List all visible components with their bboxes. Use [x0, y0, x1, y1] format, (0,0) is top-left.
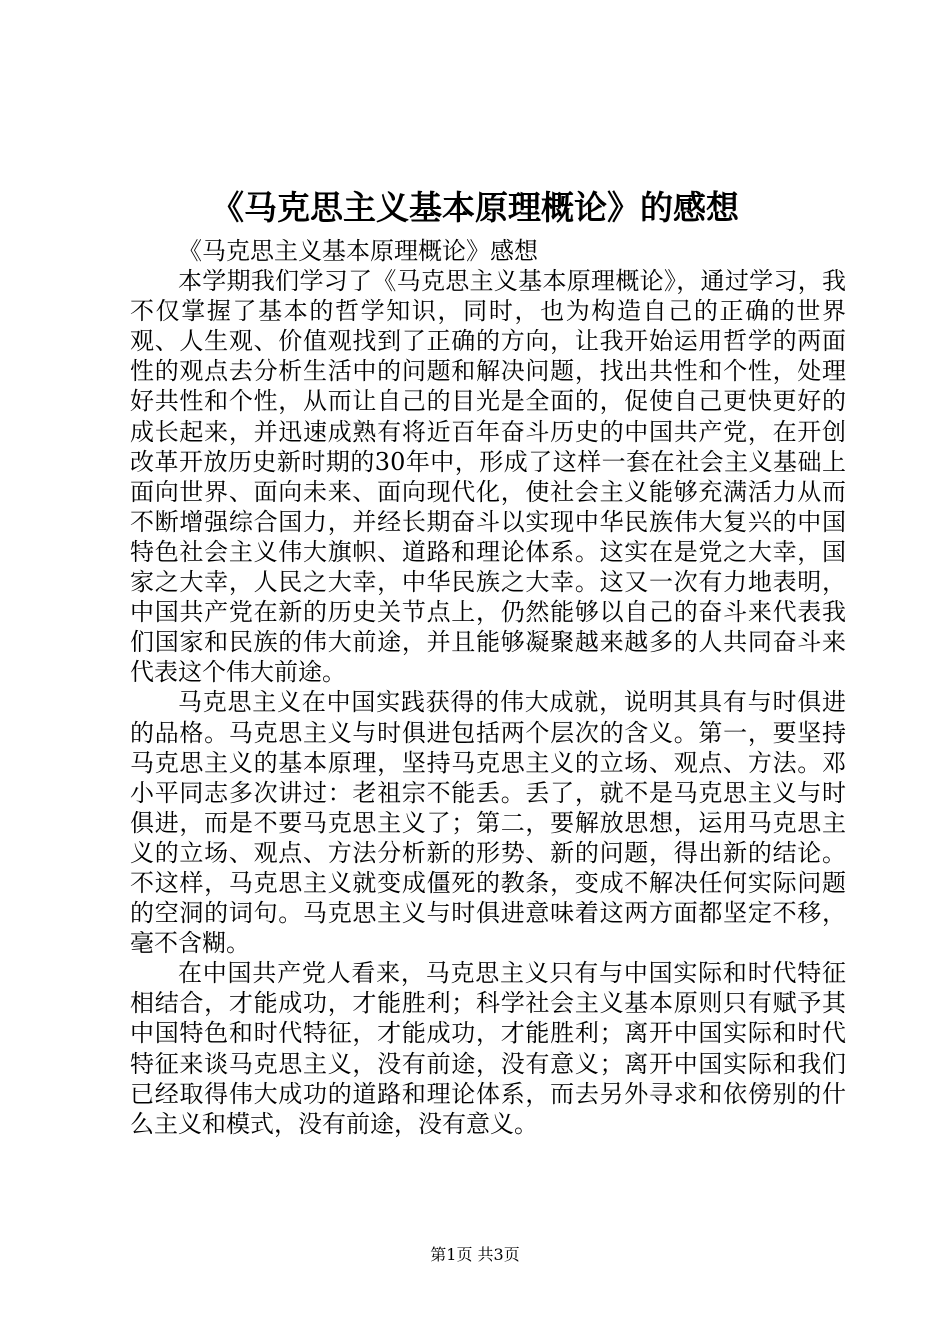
document-title: 《马克思主义基本原理概论》的感想	[211, 188, 739, 227]
page-footer: 第1页 共3页	[430, 1245, 520, 1264]
paragraph-1: 本学期我们学习了《马克思主义基本原理概论》，通过学习，我不仅掌握了基本的哲学知识，同时，也为构造自己的正确的世界观、人生观、价值观找到了正确的方向，让我开始运用哲学的两面性的观点去分析生活中的问题和解决问题，找出共性和个性，处理好共性和个性，从而让自己的目光是全面的，促使自己更快更好的成长起来，并迅速成熟有将近百年奋斗历史的中国共产党，在开创改革开放历史新时期的30年中，形成了这样一套在社会主义基础上面向世界、面向未来、面向现代化，使社会主义能够充满活力从而不断增强综合国力，并经长期奋斗以实现中华民族伟大复兴的中国特色社会主义伟大旗帜、道路和理论体系。这实在是党之大幸，国家之大幸，人民之大幸，中华民族之大幸。这又一次有力地表明，中国共产党在新的历史关节点上，仍然能够以自己的奋斗来代表我们国家和民族的伟大前途，并且能够凝聚越来越多的人共同奋斗来代表这个伟大前途。	[130, 267, 846, 687]
document-body	[130, 236, 846, 1139]
paragraph-3: 在中国共产党人看来，马克思主义只有与中国实际和时代特征相结合，才能成功，才能胜利；科学社会主义基本原则只有赋予其中国特色和时代特征，才能成功，才能胜利；离开中国实际和时代特征来谈马克思主义，没有前途，没有意义；离开中国实际和我们已经取得伟大成功的道路和理论体系，而去另外寻求和依傍别的什么主义和模式，没有前途，没有意义。	[130, 959, 846, 1138]
document-subtitle: 《马克思主义基本原理概论》感想	[178, 237, 538, 265]
paragraph-2: 马克思主义在中国实践获得的伟大成就，说明其具有与时俱进的品格。马克思主义与时俱进包括两个层次的含义。第一，要坚持马克思主义的基本原理，坚持马克思主义的立场、观点、方法。邓小平同志多次讲过：老祖宗不能丢。丢了，就不是马克思主义与时俱进，而是不要马克思主义了；第二，要解放思想，运用马克思主义的立场、观点、方法分析新的形势、新的问题，得出新的结论。不这样，马克思主义就变成僵死的教条，变成不解决任何实际问题的空洞的词句。马克思主义与时俱进意味着这两方面都坚定不移，毫不含糊。	[130, 688, 846, 958]
